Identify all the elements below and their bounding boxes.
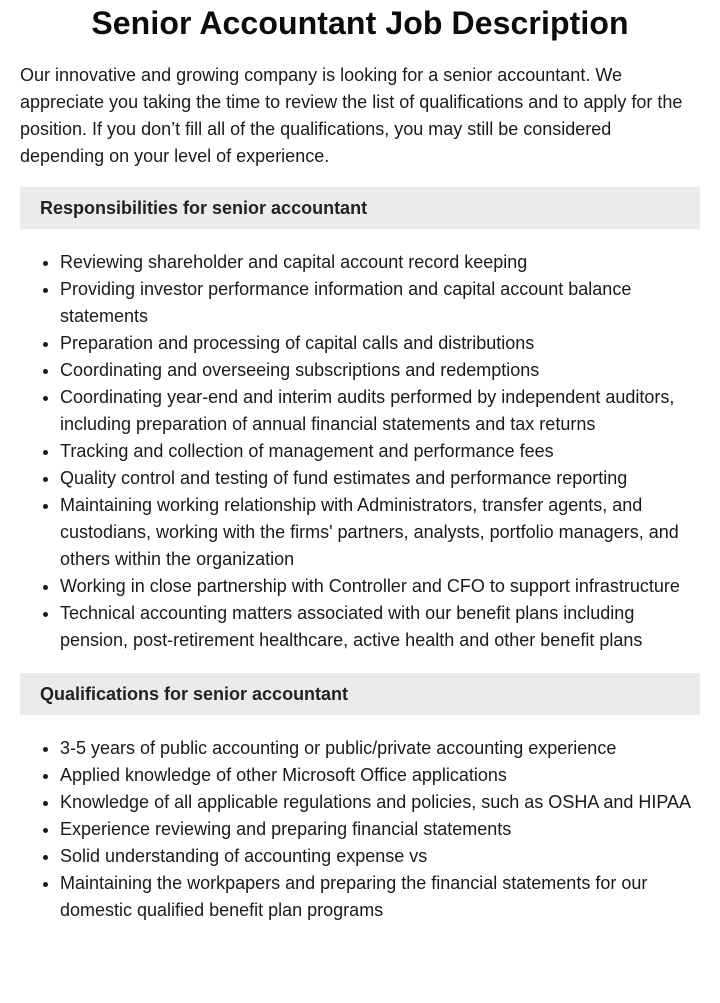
qualifications-list — [20, 735, 700, 924]
list-item: • Applied knowledge of other Microsoft Office applications — [60, 762, 700, 789]
qualifications-heading: Qualifications for senior accountant — [20, 673, 700, 715]
list-item: • Technical accounting matters associated with our benefit plans including pension, post-retirement healthcare, active health and other benefit plans — [60, 600, 700, 654]
list-item: • Coordinating and overseeing subscriptions and redemptions — [60, 357, 700, 384]
list-item: • Solid understanding of accounting expense vs — [60, 843, 700, 870]
page-title: Senior Accountant Job Description — [91, 5, 629, 41]
list-item: • Maintaining working relationship with Administrators, transfer agents, and custodians, working with the firms' partners, analysts, portfolio managers, and others within the organization — [60, 492, 700, 573]
list-item: • Knowledge of all applicable regulations and policies, such as OSHA and HIPAA — [60, 789, 700, 816]
responsibilities-heading: Responsibilities for senior accountant — [20, 187, 700, 229]
list-item: • Preparation and processing of capital calls and distributions — [60, 330, 700, 357]
list-item: • Coordinating year-end and interim audits performed by independent auditors, including preparation of annual financial statements and tax returns — [60, 384, 700, 438]
list-item: • Maintaining the workpapers and preparing the financial statements for our domestic qualified benefit plan programs — [60, 870, 700, 924]
intro-paragraph: Our innovative and growing company is looking for a senior accountant. We appreciate you taking the time to review the list of qualifications and to apply for the position. If you don’t fill all of the qualifications, you may still be considered depending on your level of experience. — [20, 65, 683, 166]
list-item: • Working in close partnership with Controller and CFO to support infrastructure — [60, 573, 700, 600]
list-item: • Quality control and testing of fund estimates and performance reporting — [60, 465, 700, 492]
list-item: • Experience reviewing and preparing financial statements — [60, 816, 700, 843]
list-item: • 3-5 years of public accounting or public/private accounting experience — [60, 735, 700, 762]
list-item: • Tracking and collection of management and performance fees — [60, 438, 700, 465]
list-item: • Providing investor performance information and capital account balance statements — [60, 276, 700, 330]
responsibilities-list — [20, 249, 700, 654]
list-item: • Reviewing shareholder and capital account record keeping — [60, 249, 700, 276]
